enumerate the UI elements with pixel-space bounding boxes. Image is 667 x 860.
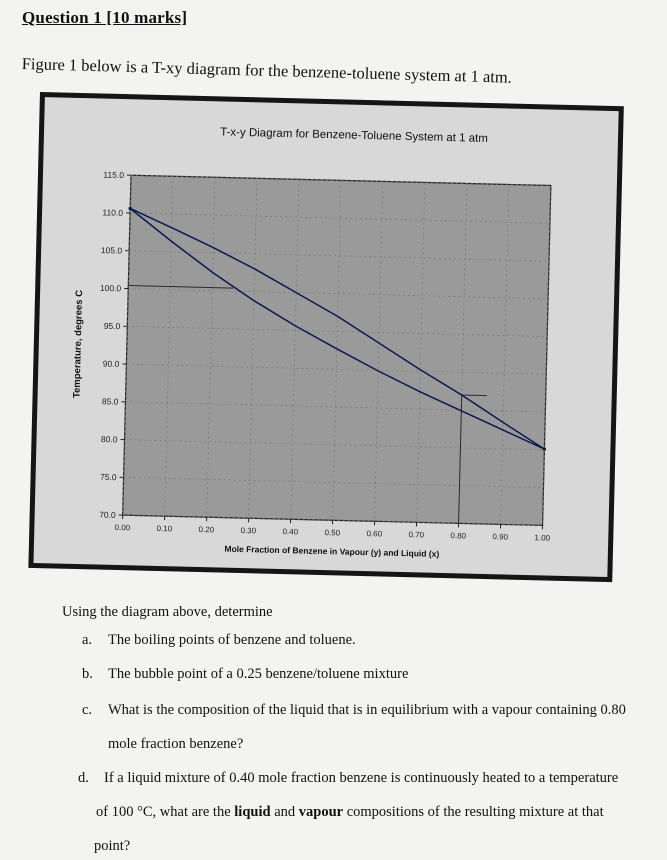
question-text: compositions of the resulting mixture at that xyxy=(346,804,604,820)
question-d xyxy=(78,770,618,787)
question-text: The bubble point of a 0.25 benzene/toluene mixture xyxy=(108,666,409,682)
y-tick-label: 80.0 xyxy=(100,434,118,445)
question-label: c. xyxy=(82,702,93,718)
chart-title: T-x-y Diagram for Benzene-Toluene System at 1 atm xyxy=(220,126,489,145)
y-tick-label: 90.0 xyxy=(102,358,120,369)
question-c xyxy=(82,702,626,719)
y-axis-label: Temperature, degrees C xyxy=(71,289,86,399)
plot-area xyxy=(123,175,551,525)
question-emphasis-vapour: vapour xyxy=(298,804,344,820)
y-tick-label: 70.0 xyxy=(99,509,116,520)
y-tick-label: 75.0 xyxy=(99,471,117,483)
y-tick-label: 85.0 xyxy=(101,396,119,407)
x-axis-label: Mole Fraction of Benzene in Vapour (y) and Liquid (x) xyxy=(224,543,440,559)
question-title: Question 1 [10 marks] xyxy=(22,8,188,27)
x-tick-label: 0.80 xyxy=(450,531,467,541)
question-label: b. xyxy=(82,666,93,682)
question-text: and xyxy=(274,804,296,820)
question-d-line2 xyxy=(96,804,604,821)
x-tick-label: 0.10 xyxy=(156,523,173,534)
x-tick-label: 0.20 xyxy=(198,525,215,535)
x-tick-label: 0.50 xyxy=(324,528,341,538)
x-tick-label: 0.60 xyxy=(366,529,383,539)
questions-intro: Using the diagram above, determine xyxy=(62,604,273,620)
x-tick-label: 0.90 xyxy=(492,532,509,542)
question-emphasis-liquid: liquid xyxy=(234,804,271,820)
x-tick-label: 0.00 xyxy=(114,522,131,533)
question-label: d. xyxy=(78,770,89,786)
question-label: a. xyxy=(82,632,93,648)
x-tick-label: 0.30 xyxy=(240,526,257,536)
y-tick-label: 95.0 xyxy=(103,320,121,332)
question-d-continuation: point? xyxy=(94,838,131,854)
y-tick-label: 100.0 xyxy=(99,282,122,294)
question-text: The boiling points of benzene and toluene. xyxy=(108,632,356,648)
y-tick-label: 110.0 xyxy=(102,207,124,218)
x-tick-label: 0.70 xyxy=(408,530,425,540)
question-b xyxy=(82,666,408,683)
guide-line xyxy=(462,395,487,396)
question-a xyxy=(82,632,356,649)
intro-text: Figure 1 below is a T-xy diagram for the benzene-toluene system at 1 atm. xyxy=(21,54,513,87)
question-c-continuation: mole fraction benzene? xyxy=(108,736,244,752)
question-text: of 100 °C, what are the xyxy=(96,804,231,820)
question-text: If a liquid mixture of 0.40 mole fraction benzene is continuously heated to a temperature xyxy=(104,770,619,786)
figure-1 xyxy=(28,92,623,582)
y-tick-label: 105.0 xyxy=(100,245,123,256)
question-text: What is the composition of the liquid that is in equilibrium with a vapour containing 0.80 xyxy=(108,702,626,718)
x-tick-label: 0.40 xyxy=(282,527,299,537)
x-tick-label: 1.00 xyxy=(534,533,551,543)
y-tick-label: 115.0 xyxy=(103,169,125,181)
txy-chart xyxy=(33,97,618,577)
